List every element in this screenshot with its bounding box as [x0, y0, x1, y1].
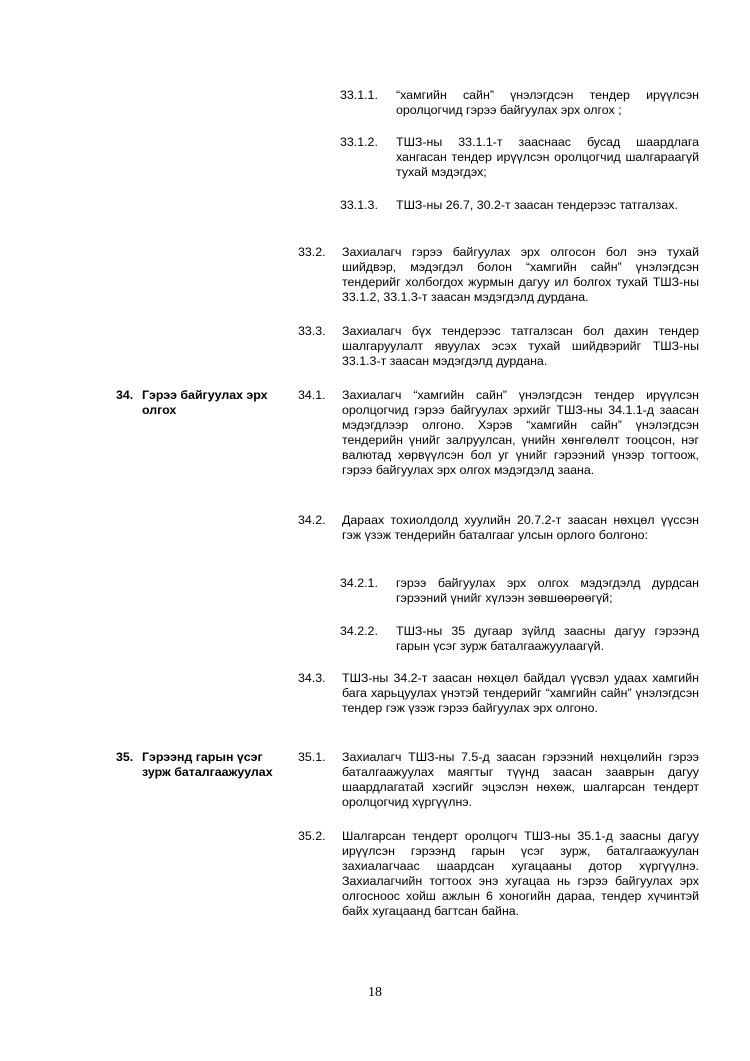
- clause-text: Шалгарсан тендерт оролцогч ТШЗ-ны 35.1-д заасны дагуу ирүүлсэн гэрээнд гарын үсэг зурж, баталгаажуулан захиалагчаас шаардсан хугацааны дотор хүргүүлнэ. Захиалагчийн тогтоох энэ хугацаа нь гэрээ байгуулах эрх олгосноос хойш ажлын 6 хоногийн дараа, тендер хүчинтэй байх хугацаанд багтсан байна.: [342, 829, 699, 918]
- clause-number: 34.2.1.: [340, 576, 378, 590]
- clause-number: 33.2.: [298, 245, 326, 259]
- clause-text: “хамгийн сайн” үнэлэгдсэн тендер ирүүлсэн оролцогчид гэрээ байгуулах эрх олгох ;: [396, 88, 699, 117]
- clause-text: Захиалагч ТШЗ-ны 7.5-д заасан гэрээний нөхцөлийн гэрээ баталгаажуулах маягтыг түүнд заасан зааврын дагуу шаардлагатай хэсгийг эцэслэн нөхөж, шалгарсан тендерт оролцогчид хүргүүлнэ.: [342, 750, 699, 809]
- section-number: 34.: [116, 388, 134, 402]
- clause-number: 35.2.: [298, 829, 326, 843]
- clause-text: Захиалагч бүх тендерээс татгалзсан бол дахин тендер шалгаруулалт явуулах эсэх тухай шийдвэрийг ТШЗ-ны 33.1.3-т заасан мэдэгдэлд дурдана.: [342, 324, 699, 368]
- clause-number: 33.3.: [298, 324, 326, 338]
- section-number: 35.: [116, 750, 134, 764]
- clause-number: 33.1.2.: [340, 135, 378, 149]
- clause-text: ТШЗ-ны 26.7, 30.2-т заасан тендерээс татгалзах.: [396, 198, 678, 212]
- clause-text: ТШЗ-ны 34.2-т заасан нөхцөл байдал үүсвэл удаах хамгийн бага харьцуулах үнэтэй тендерийг “хамгийн сайн” үнэлэгдсэн тендер гэж үзэж гэрээ байгуулах эрх олгоно.: [342, 671, 699, 715]
- clause-number: 34.2.2.: [340, 624, 378, 638]
- page-number: 18: [368, 985, 382, 1000]
- clause-number: 34.1.: [298, 388, 326, 402]
- clause-number: 35.1.: [298, 750, 326, 764]
- clause-text: Захиалагч “хамгийн сайн” үнэлэгдсэн тендер ирүүлсэн оролцогчид гэрээ байгуулах эрхийг ТШЗ-ны 34.1.1-д заасан мэдэгдлээр олгоно. Хэрэв “хамгийн сайн” үнэлэгдсэн тендерийн үнийг залруулсан, үнийн хөнгөлөлт тооцсон, нэг валютад хөрвүүлсэн бол уг үнийг гэрээний үнээр тогтоож, гэрээ байгуулах эрх олгох мэдэгдэлд заана.: [342, 388, 699, 477]
- section-title: Гэрээ байгуулах эрх олгох: [142, 388, 268, 417]
- section-title: Гэрээнд гарын үсэг зурж баталгаажуулах: [142, 750, 273, 779]
- clause-text: Захиалагч гэрээ байгуулах эрх олгосон бол энэ тухай шийдвэр, мэдэгдэл болон “хамгийн сайн” үнэлэгдсэн тендерийг холбогдох журмын дагуу ил болгох тухай ТШЗ-ны 33.1.2, 33.1.3-т заасан мэдэгдэлд дурдана.: [342, 245, 699, 304]
- clause-text: ТШЗ-ны 35 дугаар зүйлд заасны дагуу гэрээнд гарын үсэг зурж баталгаажуулаагүй.: [396, 624, 699, 653]
- clause-number: 34.3.: [298, 671, 326, 685]
- clause-text: Дараах тохиолдолд хуулийн 20.7.2-т заасан нөхцөл үүссэн гэж үзэж тендерийн баталгааг улсын орлого болгоно:: [342, 513, 699, 542]
- clause-text: ТШЗ-ны 33.1.1-т зааснаас бусад шаардлага хангасан тендер ирүүлсэн оролцогчид шалгараагүй тухай мэдэгдэх;: [396, 135, 699, 179]
- clause-number: 34.2.: [298, 513, 326, 527]
- clause-number: 33.1.1.: [340, 88, 378, 102]
- clause-text: гэрээ байгуулах эрх олгох мэдэгдэлд дурдсан гэрээний үнийг хүлээн зөвшөөрөөгүй;: [396, 576, 699, 605]
- clause-number: 33.1.3.: [340, 198, 378, 212]
